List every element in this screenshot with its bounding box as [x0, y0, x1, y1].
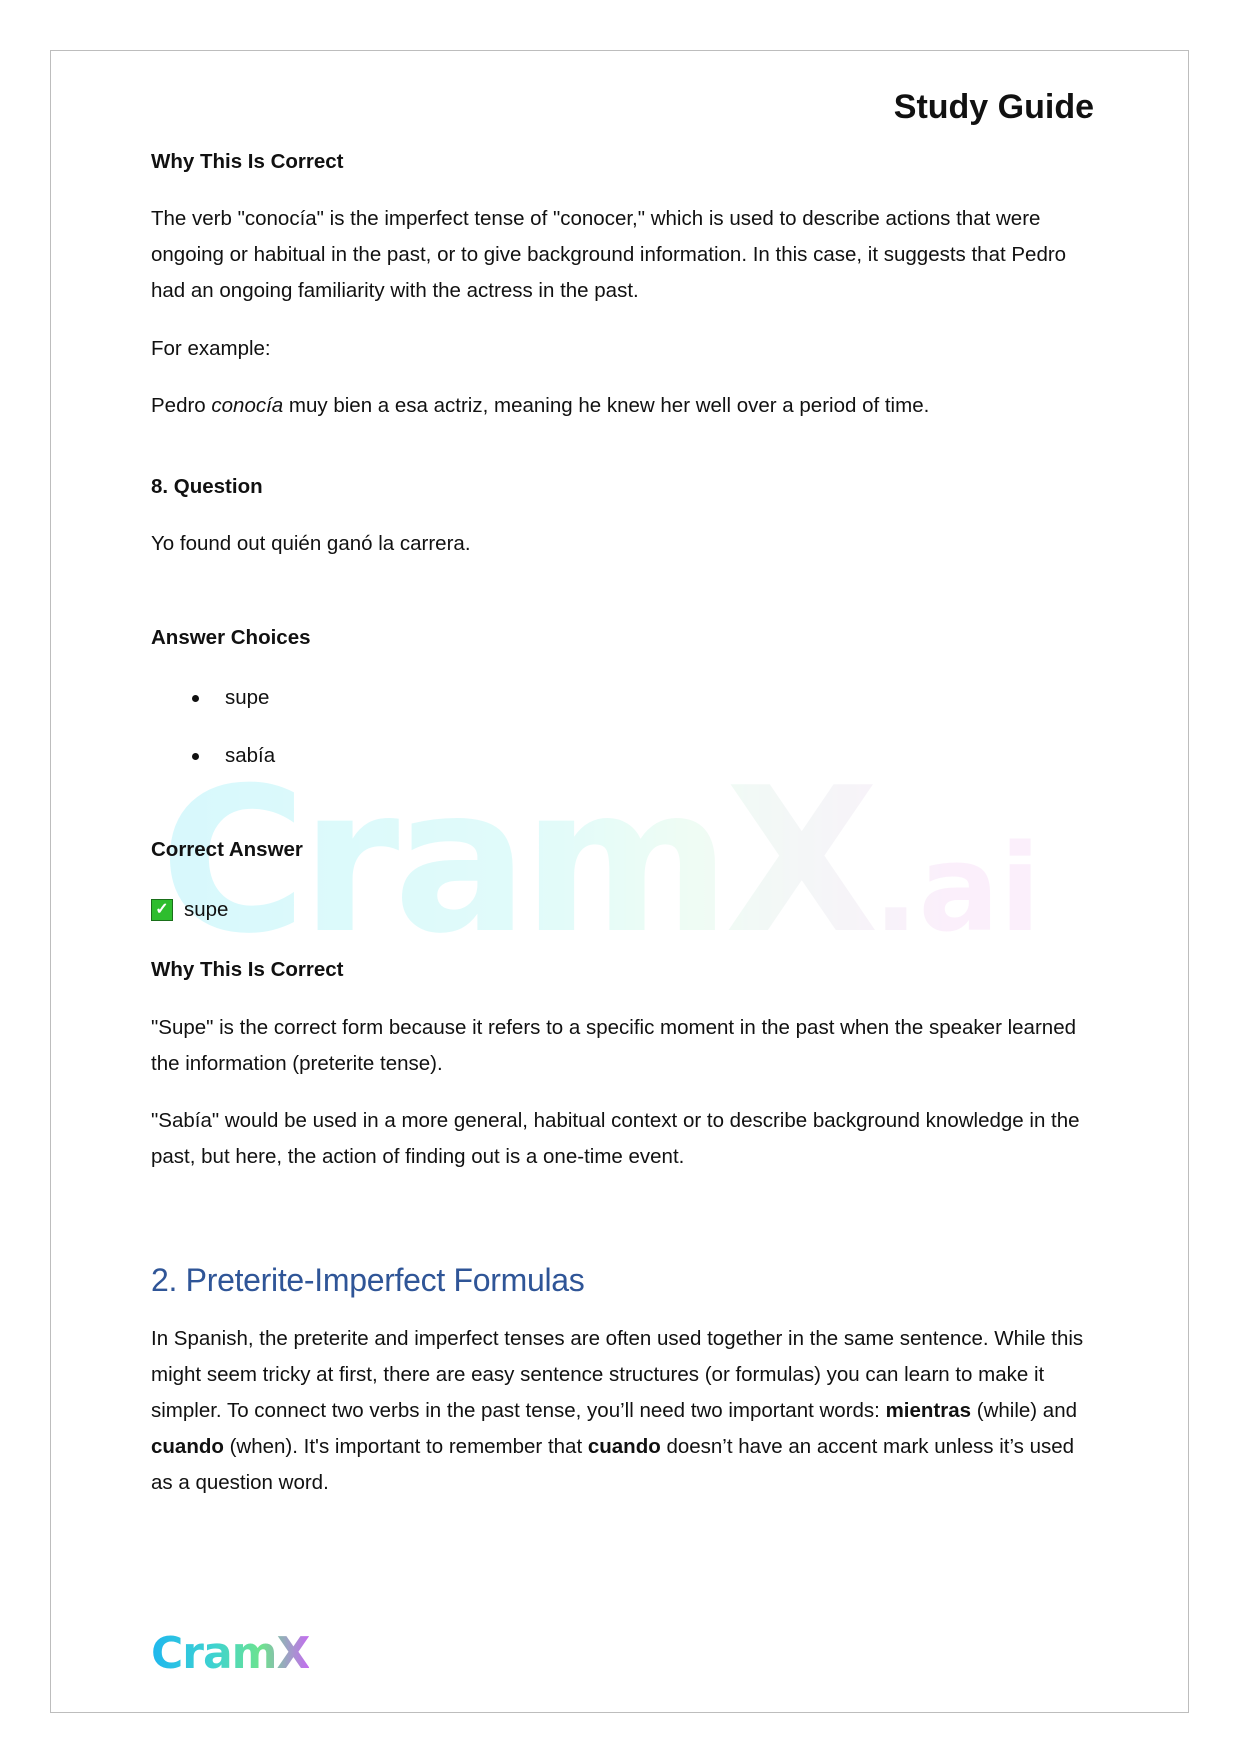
answer-choice: supe: [151, 686, 275, 744]
keyword-cuando: cuando: [151, 1435, 224, 1458]
why-correct-paragraph-2: "Sabía" would be used in a more general, habitual context or to describe background knowledge in the past, but here, the action of finding out is a one-time event.: [151, 1109, 1080, 1168]
bullet-icon: [192, 695, 199, 702]
why-correct-paragraph-prev: The verb "conocía" is the imperfect tense of "conocer," which is used to describe actions that were ongoing or habitual in the past, or to give background information. In this case, it suggests that Pedro had an ongoing familiarity with the actress in the past.: [151, 207, 1067, 302]
cramx-logo: CramX: [151, 1628, 310, 1679]
keyword-cuando-2: cuando: [587, 1435, 661, 1458]
document-title: Study Guide: [893, 88, 1094, 126]
correct-answer-row: [151, 898, 228, 922]
why-correct-heading: Why This Is Correct: [151, 958, 344, 981]
example-sentence: Pedro conocía muy bien a esa actriz, meaning he knew her well over a period of time.: [151, 394, 930, 417]
answer-choices-heading: Answer Choices: [151, 626, 311, 649]
question-heading: 8. Question: [151, 475, 263, 498]
correct-answer-heading: Correct Answer: [151, 838, 303, 861]
section-intro-paragraph: In Spanish, the preterite and imperfect tenses are often used together in the same sentence. While this might seem tricky at first, there are easy sentence structures (or formulas) you can learn to make it simpler. To connect two verbs in the past tense, you’ll need two important words: mientras (while) and cuando (when). It's important to remember that cuando doesn’t have an accent mark unless it’s used as a question word.: [151, 1327, 1084, 1494]
keyword-mientras: mientras: [885, 1399, 972, 1422]
example-intro: For example:: [151, 337, 271, 360]
example-verb-italic: conocía: [211, 394, 284, 417]
checkmark-icon: ✓: [151, 899, 173, 921]
cramx-watermark: CramX.ai: [160, 745, 1041, 978]
why-correct-heading-prev: Why This Is Correct: [151, 150, 344, 173]
answer-choices-list: [151, 686, 275, 802]
why-correct-paragraph-1: "Supe" is the correct form because it refers to a specific moment in the past when the speaker learned the information (preterite tense).: [151, 1016, 1076, 1075]
correct-answer-text: supe: [184, 898, 229, 921]
answer-choice: sabía: [151, 744, 275, 802]
section-heading: 2. Preterite-Imperfect Formulas: [151, 1262, 585, 1298]
bullet-icon: [192, 753, 199, 760]
question-prompt: Yo found out quién ganó la carrera.: [151, 532, 471, 555]
